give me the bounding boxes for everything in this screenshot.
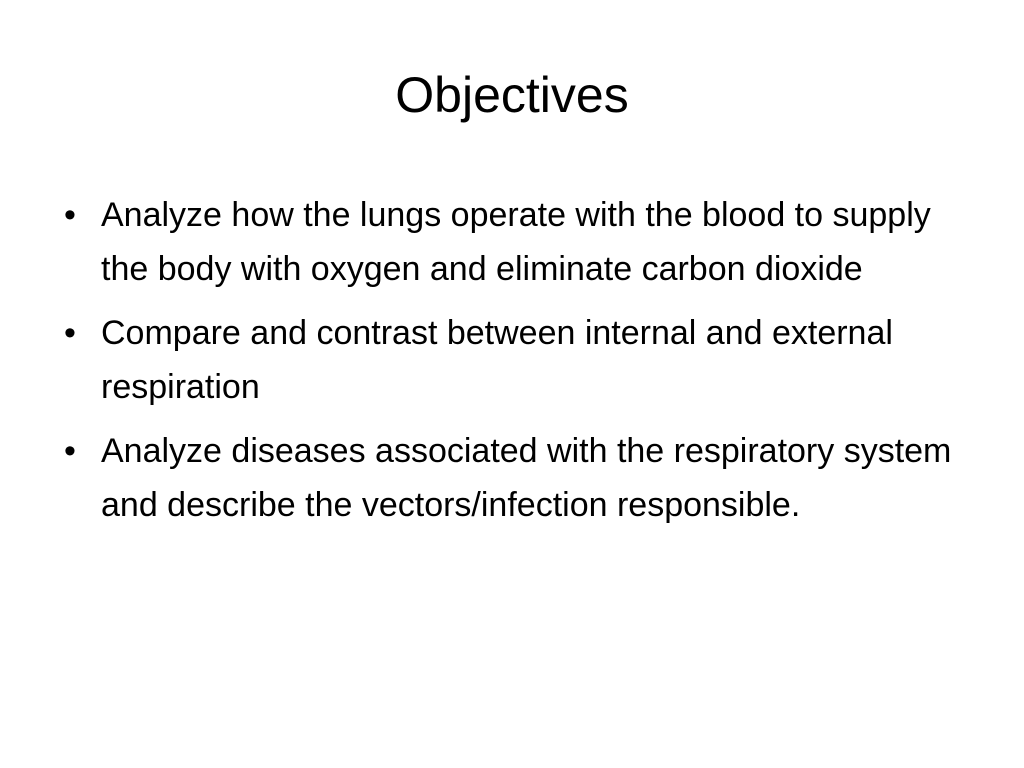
bullet-text: Analyze how the lungs operate with the blood to supply the body with oxygen and eliminate carbon dioxide: [101, 196, 931, 288]
objectives-list: [58, 188, 978, 542]
bullet-icon: •: [64, 196, 76, 234]
bullet-icon: •: [64, 314, 76, 352]
list-item: [58, 424, 978, 532]
list-item: [58, 306, 978, 414]
bullet-text: Analyze diseases associated with the respiratory system and describe the vectors/infection responsible.: [101, 432, 952, 524]
slide-title: Objectives: [395, 67, 629, 123]
bullet-text: Compare and contrast between internal and external respiration: [101, 314, 893, 406]
list-item: [58, 188, 978, 296]
bullet-icon: •: [64, 432, 76, 470]
